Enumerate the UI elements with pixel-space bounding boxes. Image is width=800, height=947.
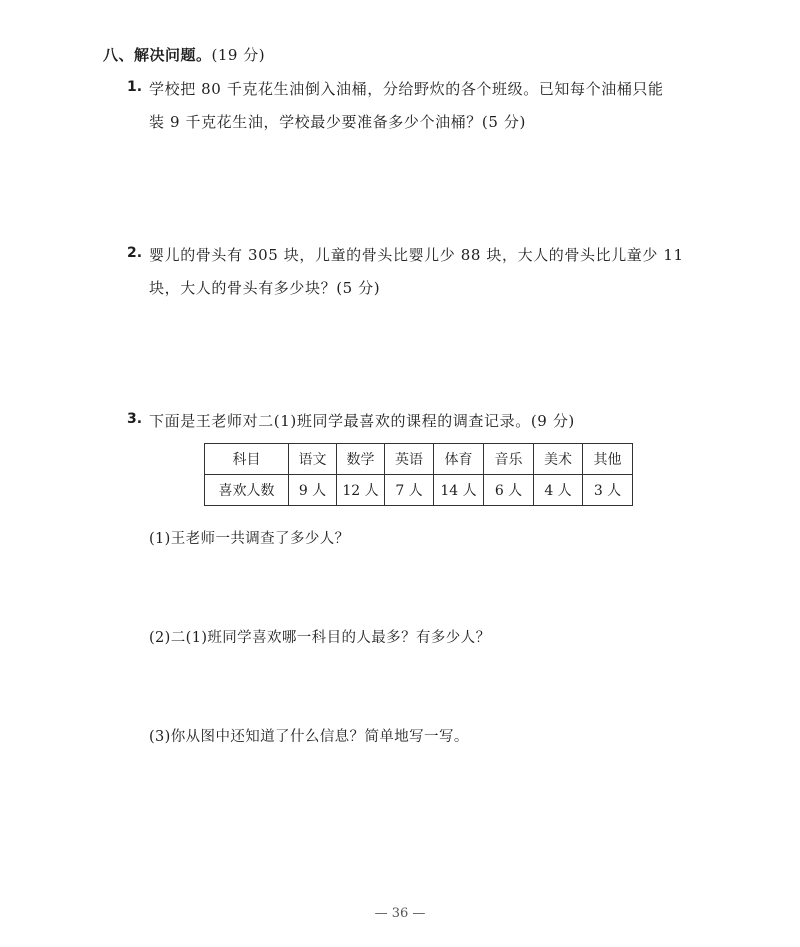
table-cell-subject: 体育: [434, 444, 484, 475]
question-1-line-1: 学校把 80 千克花生油倒入油桶，分给野炊的各个班级。已知每个油桶只能: [149, 80, 664, 98]
table-row-subjects: [205, 444, 633, 475]
section-points: (19 分): [211, 46, 266, 64]
table-cell-count: 3 人: [583, 475, 633, 506]
table-cell-count: 7 人: [385, 475, 434, 506]
table-cell-count: 6 人: [484, 475, 534, 506]
table-row-counts: [205, 475, 633, 506]
sub-question-2: (2)二(1)班同学喜欢哪一科目的人最多？有多少人？: [149, 630, 491, 646]
question-3-text: 下面是王老师对二(1)班同学最喜欢的课程的调查记录。(9 分): [149, 412, 575, 430]
sub-question-3: (3)你从图中还知道了什么信息？简单地写一写。: [149, 729, 469, 745]
table-cell-subject: 语文: [289, 444, 337, 475]
question-2-number: 2.: [127, 245, 143, 261]
table-cell-count: 14 人: [434, 475, 484, 506]
table-cell-subject: 音乐: [484, 444, 534, 475]
question-3-number: 3.: [127, 411, 143, 427]
section-title: [103, 44, 265, 65]
page-number: — 36 —: [374, 906, 426, 921]
table-cell-subject: 英语: [385, 444, 434, 475]
table-cell-count: 12 人: [337, 475, 385, 506]
sub-question-1: (1)王老师一共调查了多少人？: [149, 531, 350, 547]
question-2-line-2: 块，大人的骨头有多少块？(5 分): [149, 279, 381, 297]
table-header-label: 科目: [205, 444, 289, 475]
table-cell-subject: 美术: [534, 444, 583, 475]
question-1-number: 1.: [127, 79, 143, 95]
table-row-label: 喜欢人数: [205, 475, 289, 506]
table-cell-count: 4 人: [534, 475, 583, 506]
table-cell-subject: 数学: [337, 444, 385, 475]
table-cell-subject: 其他: [583, 444, 633, 475]
question-1-line-2: 装 9 千克花生油，学校最少要准备多少个油桶？(5 分): [149, 113, 526, 131]
survey-table: [204, 443, 633, 506]
question-2-line-1: 婴儿的骨头有 305 块，儿童的骨头比婴儿少 88 块，大人的骨头比儿童少 11: [149, 246, 684, 264]
table-cell-count: 9 人: [289, 475, 337, 506]
section-title-text: 八、解决问题。: [103, 46, 212, 64]
